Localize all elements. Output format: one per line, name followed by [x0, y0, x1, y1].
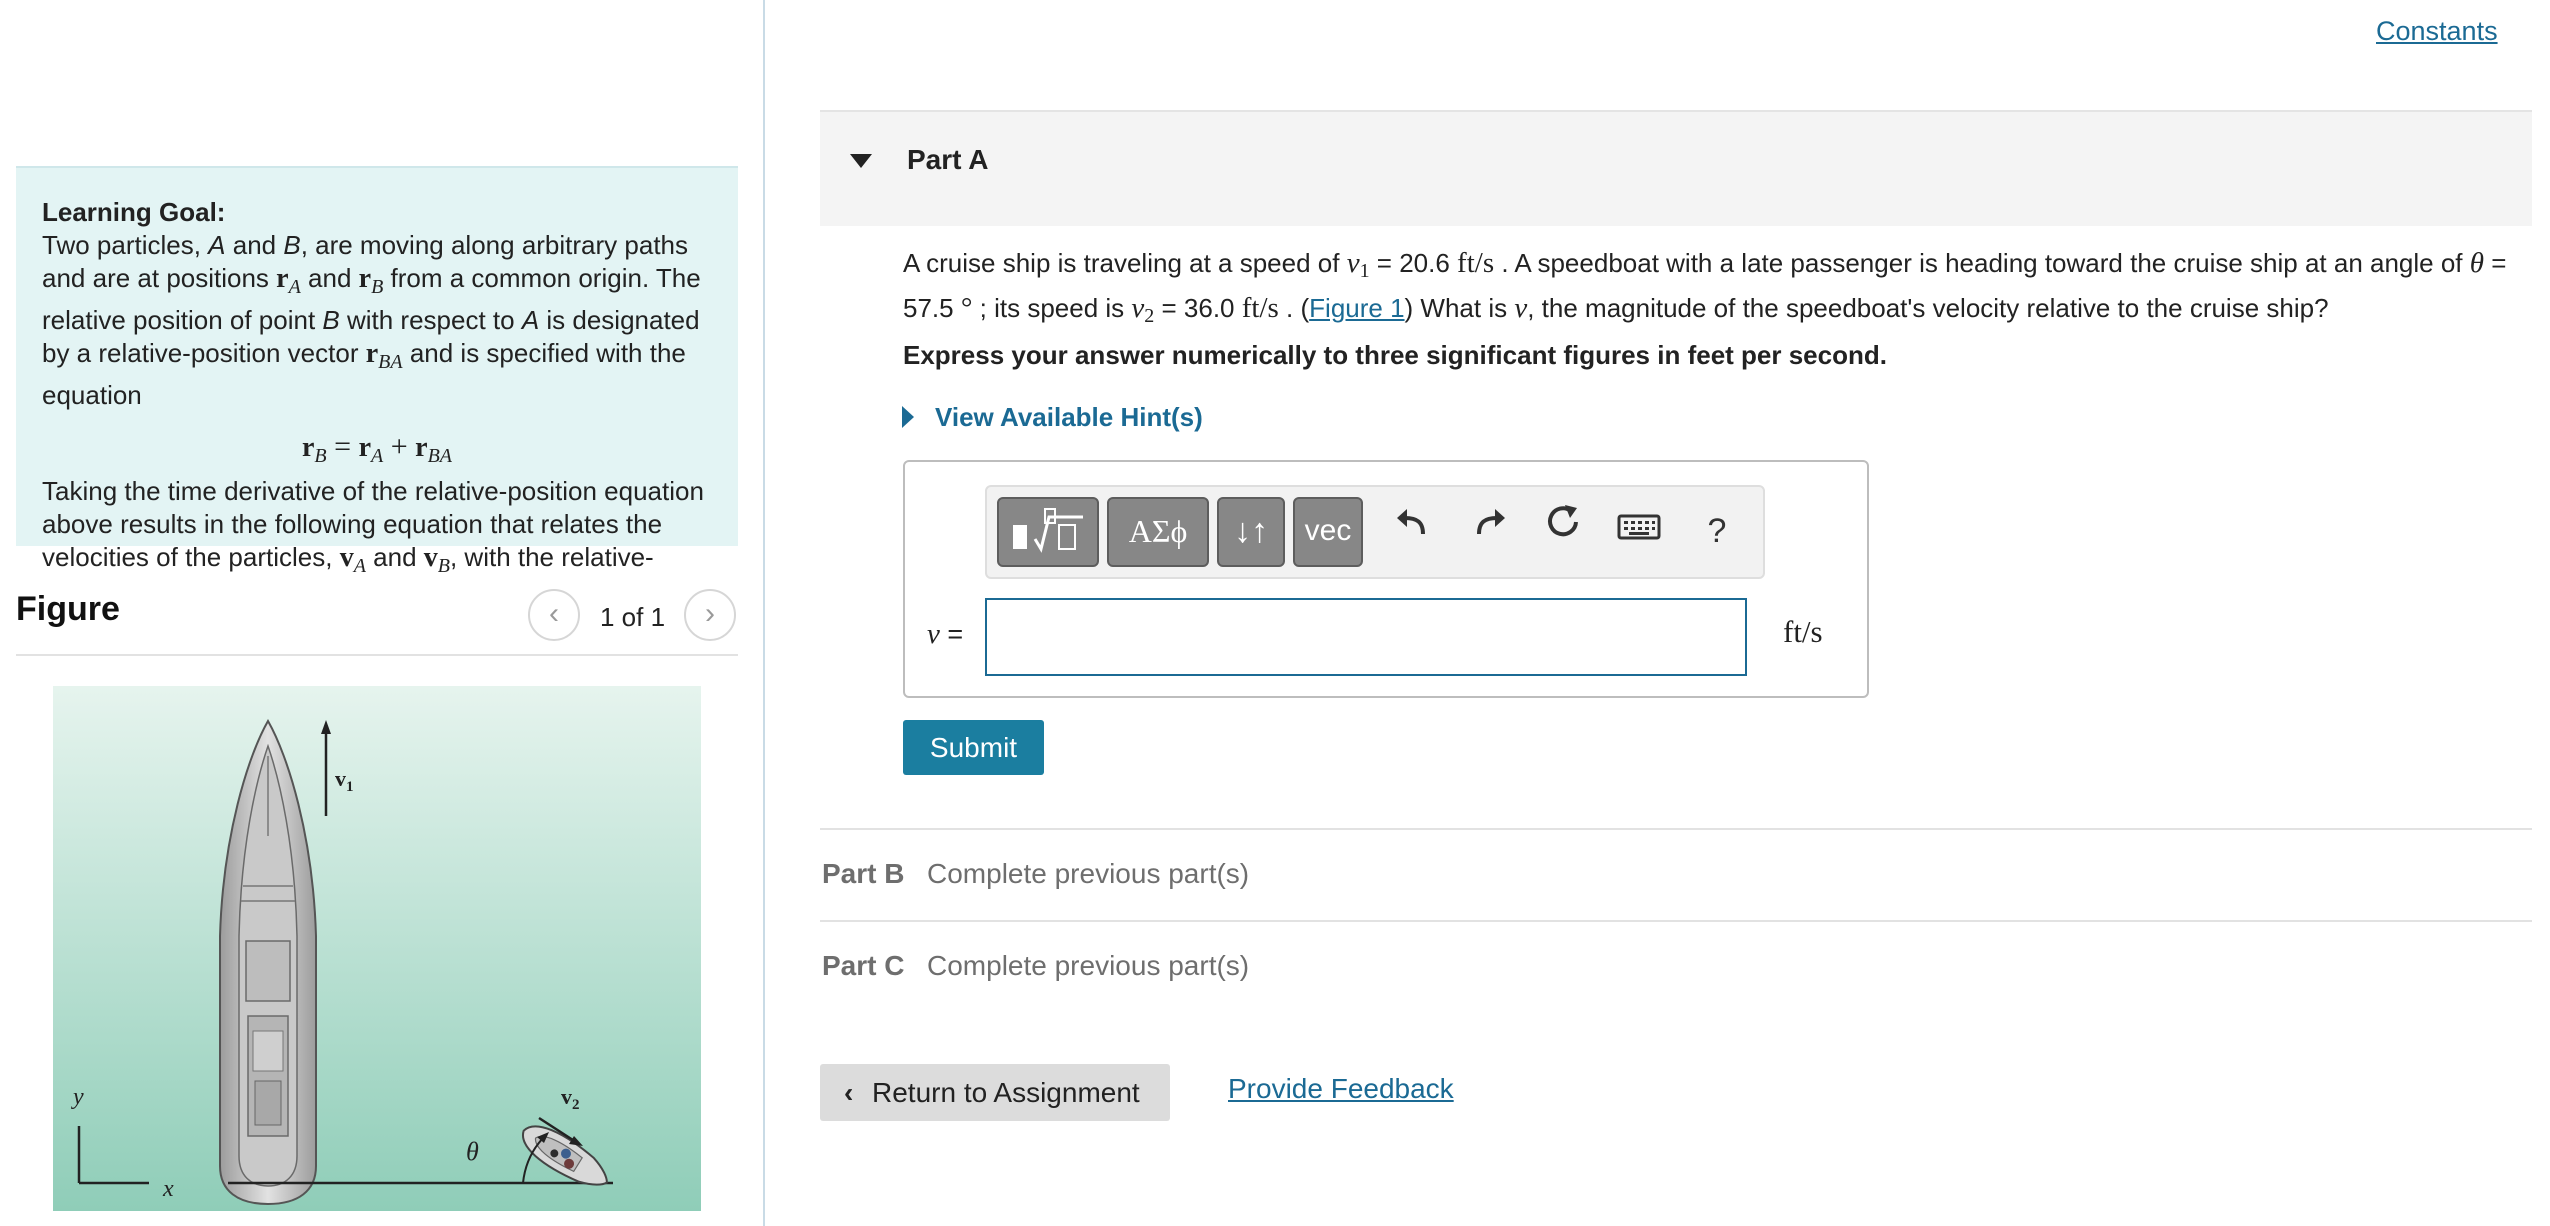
- eq-term: r: [301, 432, 315, 463]
- chevron-right-icon: ›: [705, 597, 715, 630]
- lg-text: is designated by a relative-position vector: [42, 305, 700, 368]
- lg-text: , with the relative-: [449, 542, 654, 572]
- greek-symbols-button[interactable]: ΑΣϕ: [1107, 497, 1209, 567]
- lg-text: and is specified with the equation: [42, 338, 686, 410]
- caret-right-icon: [902, 406, 914, 428]
- q-math: 2: [1144, 305, 1155, 327]
- redo-button[interactable]: [1459, 501, 1519, 561]
- relative-position-equation: [42, 430, 712, 473]
- figure-header: [16, 578, 738, 656]
- q-math: v: [1514, 292, 1528, 324]
- figure-1-link[interactable]: Figure 1: [1309, 293, 1405, 323]
- q-text: . (: [1278, 293, 1310, 323]
- answer-var: v: [927, 618, 940, 650]
- part-c-row: [820, 920, 2532, 1012]
- return-label: Return to Assignment: [872, 1077, 1140, 1108]
- templates-button[interactable]: [997, 497, 1099, 567]
- lg-math: A: [353, 555, 366, 577]
- eq-term: B: [314, 445, 327, 467]
- q-text: ; its speed is: [972, 293, 1132, 323]
- figure-background: [53, 686, 701, 1211]
- q-text: = 57.5: [903, 248, 2507, 323]
- eq-term: BA: [427, 445, 453, 467]
- answer-unit: ft/s: [1783, 614, 1823, 649]
- lg-text: Taking the time derivative of the relative-position equation above results in the following equation that relates the velocities of the particles,: [42, 476, 704, 572]
- part-a-title: Part A: [907, 144, 989, 175]
- learning-goal-box: [16, 166, 738, 577]
- submit-button[interactable]: Submit: [903, 720, 1044, 775]
- lg-math: r: [276, 263, 289, 294]
- part-b-status: Complete previous part(s): [927, 858, 1250, 889]
- view-hints-label: View Available Hint(s): [935, 402, 1203, 432]
- lg-text: and: [365, 542, 424, 572]
- q-text: = 20.6: [1369, 248, 1458, 278]
- undo-icon: [1393, 502, 1433, 542]
- q-math: v: [1346, 247, 1360, 279]
- return-to-assignment-button[interactable]: [820, 1064, 1170, 1121]
- q-math: v: [1131, 292, 1145, 324]
- part-c-title: Part C: [822, 950, 905, 981]
- chevron-left-icon: ‹: [549, 597, 559, 630]
- figure-image: [53, 686, 701, 1211]
- templates-icon: [999, 499, 1097, 565]
- lg-math: A: [288, 276, 301, 298]
- panel-divider[interactable]: [763, 0, 765, 1226]
- lg-math: v: [339, 542, 354, 573]
- figure-title: Figure: [16, 590, 120, 628]
- q-text: A cruise ship is traveling at a speed of: [903, 248, 1347, 278]
- q-unit: ft/s: [1241, 292, 1279, 324]
- lg-text: with respect to: [339, 305, 522, 335]
- math-toolbar: [985, 485, 1765, 579]
- chevron-left-icon: ‹: [844, 1077, 854, 1108]
- lg-text: A: [521, 305, 540, 335]
- x-axis-label: x: [163, 1176, 174, 1202]
- reset-button[interactable]: [1533, 501, 1593, 561]
- lg-text: Two particles,: [42, 230, 209, 260]
- lg-text: B: [283, 230, 301, 260]
- redo-icon: [1469, 502, 1509, 542]
- left-panel: [0, 0, 770, 1226]
- q-math: θ: [2469, 247, 2485, 279]
- learning-goal-paragraph-1: [42, 229, 712, 412]
- q-unit: ft/s: [1457, 247, 1495, 279]
- answer-eq: =: [939, 619, 964, 649]
- part-b-row: [820, 828, 2532, 920]
- lg-text: , are moving along arbitrary paths and are at positions: [42, 230, 688, 293]
- theta-label: θ: [466, 1137, 479, 1166]
- caret-down-icon: [850, 154, 872, 168]
- eq-op: =: [326, 430, 359, 463]
- lg-math: v: [423, 542, 438, 573]
- figure-next-button[interactable]: [684, 589, 736, 641]
- subscript-superscript-button[interactable]: ↓↑: [1217, 497, 1285, 567]
- answer-variable-label: [927, 618, 963, 651]
- reset-icon: [1543, 502, 1583, 542]
- lg-math: r: [365, 338, 379, 369]
- part-b-title: Part B: [822, 858, 905, 889]
- q-text: ) What is: [1404, 293, 1515, 323]
- lg-math: B: [437, 555, 450, 577]
- provide-feedback-link[interactable]: Provide Feedback: [1228, 1073, 1454, 1104]
- q-text: . A speedboat with a late passenger is heading toward the cruise ship at an angle of: [1494, 248, 2470, 278]
- lg-text: A: [208, 230, 226, 260]
- v2-label: $v_2$: [561, 1084, 580, 1113]
- keyboard-icon: [1617, 510, 1661, 542]
- v1-label: $v_1$: [335, 766, 354, 795]
- learning-goal-paragraph-2: [42, 475, 712, 583]
- help-button[interactable]: ?: [1707, 512, 1727, 550]
- lg-math: r: [358, 263, 372, 294]
- part-c-status: Complete previous part(s): [927, 950, 1250, 981]
- lg-math: B: [371, 276, 384, 298]
- figure-prev-button[interactable]: [528, 589, 580, 641]
- answer-instruction: Express your answer numerically to three significant figures in feet per second.: [903, 340, 1887, 370]
- answer-box: [903, 460, 1869, 698]
- answer-input[interactable]: [985, 598, 1747, 676]
- vector-button[interactable]: vec: [1293, 497, 1363, 567]
- q-text: = 36.0: [1154, 293, 1242, 323]
- constants-link[interactable]: Constants: [2376, 16, 2498, 46]
- eq-term: r: [358, 432, 371, 463]
- part-a-header[interactable]: [820, 110, 2532, 226]
- learning-goal-title: Learning Goal:: [42, 197, 226, 227]
- eq-term: r: [415, 432, 428, 463]
- eq-term: A: [371, 445, 384, 467]
- lg-text: B: [322, 305, 340, 335]
- lg-text: and: [225, 230, 284, 260]
- figure-counter: 1 of 1: [600, 602, 666, 632]
- lg-math: BA: [378, 351, 403, 373]
- q-math: 1: [1359, 260, 1370, 282]
- q-text: , the magnitude of the speedboat's velocity relative to the cruise ship?: [1527, 293, 2329, 323]
- undo-button[interactable]: [1383, 501, 1443, 561]
- keyboard-button[interactable]: [1609, 501, 1669, 561]
- eq-op: +: [383, 430, 416, 463]
- q-unit: °: [960, 292, 973, 324]
- y-axis-label: y: [73, 1084, 84, 1110]
- part-a-question: [903, 245, 2528, 335]
- lg-text: from a common origin. The relative position of point: [42, 263, 701, 335]
- lg-text: and: [300, 263, 359, 293]
